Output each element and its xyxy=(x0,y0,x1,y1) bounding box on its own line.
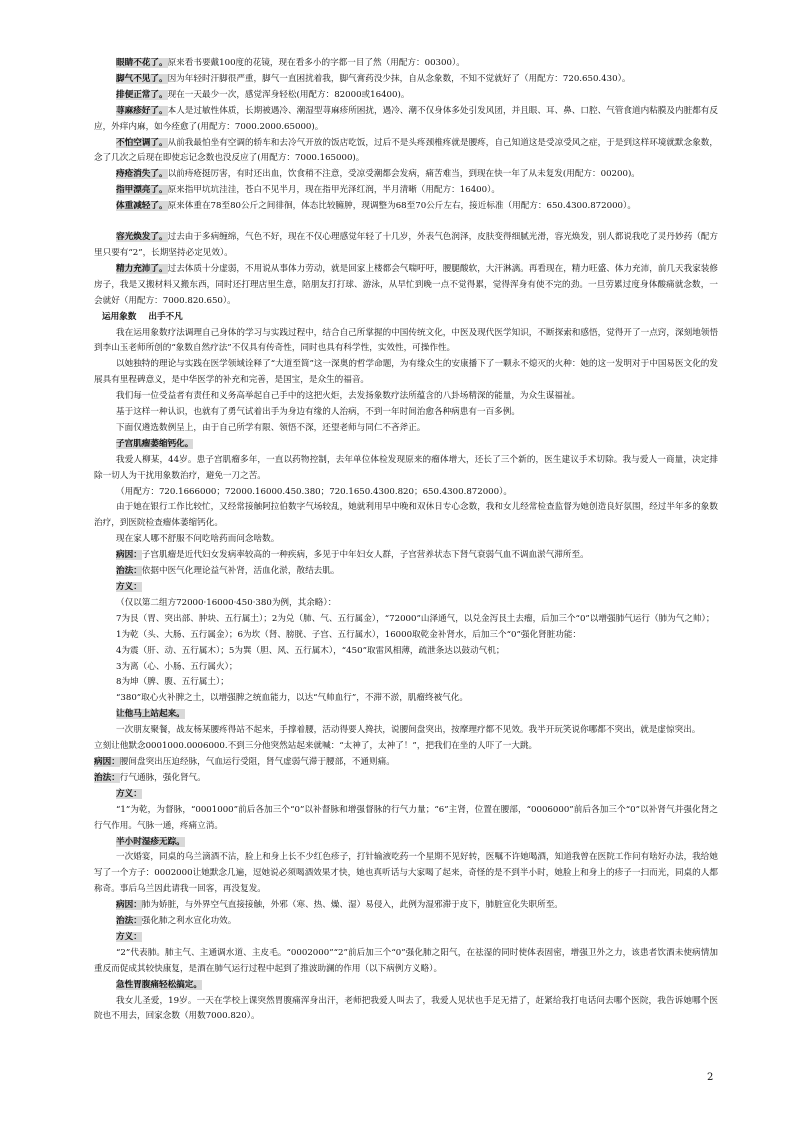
result-text: 原来看书要戴100度的花镜，现在看多小的字都一目了然（用配方：00300）。 xyxy=(167,58,465,68)
result-item xyxy=(94,183,718,199)
result-item xyxy=(94,72,718,88)
result-text: 从前我最怕坐有空调的轿车和去冷气开放的饭店吃饭，过后不是头疼颈椎疼就是腰疼，自己知道这是受凉受风之症，于是到这样环境就默念象数，念了几次之后现在即使忘记念数也没反应了(用配方：7000.165000)。 xyxy=(94,137,718,164)
case-disease xyxy=(94,548,718,564)
formula-label: 方义： xyxy=(116,931,142,942)
result-title: 精力充沛了。 xyxy=(116,263,168,274)
case-formula-heading xyxy=(94,580,718,596)
result-item xyxy=(94,136,718,168)
case-story: 一次朋友聚餐，战友杨某腰疼得站不起来，手撑着腰，活动得要人搀扶，说腰间盘突出，按摩理疗都不见效。我半开玩笑说你哪都不突出，就是虚惊突出。 xyxy=(116,725,701,736)
method-label: 治法： xyxy=(116,566,142,577)
intro-paragraph: 以她独特的理论与实践在医学领域诠释了“大道至简”这一深奥的哲学命题，为有缘众生的安康播下了一颗永不熄灭的火种：她的这一发明对于中国易医文化的发展具有里程碑意义，是中华医学的补充和完善，是国宝，是众生的福音。 xyxy=(94,359,718,386)
result-title: 不怕空调了。 xyxy=(116,137,168,148)
case-title: 半小时湿疹无踪。 xyxy=(116,836,185,847)
result-text: 过去体质十分虚弱，不用说从事体力劳动，就是回家上楼都会气喘吁吁，腰腿酸软，大汗淋漓。再看现在，精力旺盛、体力充沛，前几天我家装修房子，我是又搬材料又搬东西，同时还打理店里生意，陪朋友打打球、游泳，从早忙到晚一点不觉得累，觉得浑身有使不完的劲。一旦劳累过度身体酸痛就念数，一会就好（用配方：7000.820.650）。 xyxy=(94,263,718,306)
result-item xyxy=(94,167,718,183)
case-title: 子宫肌瘤萎缩钙化。 xyxy=(116,438,194,449)
case-method xyxy=(94,771,718,787)
method-text: 强化肺之利水宣化功效。 xyxy=(141,916,237,927)
intro-paragraph: 下面仅遴选数例呈上，由于自己所学有限、领悟不深，还望老师与同仁不吝斧正。 xyxy=(116,422,426,433)
intro-paragraph: 我在运用象数疗法调理自己身体的学习与实践过程中，结合自己所掌握的中国传统文化，中医及现代医学知识，不断探索和感悟，觉得开了一点窍，深刻地领悟到李山玉老师所创的“象数自然疗法”不仅具有传奇性，同时也具有科学性，实效性，可操作性。 xyxy=(94,327,718,354)
result-item xyxy=(94,262,718,310)
disease-label: 病因： xyxy=(116,900,142,911)
result-text: 现在一天最少一次，感觉浑身轻松(用配方：82000或16400)。 xyxy=(167,89,410,100)
case-formula-heading xyxy=(94,787,718,803)
formula-line: 8为坤（脾、腹、五行属土）； xyxy=(116,677,229,688)
section-title: 运用象数 出手不凡 xyxy=(102,311,183,322)
page-content xyxy=(94,56,718,1025)
formula-text: “1”为乾，为督脉，“0001000”前后各加三个“0”以补督脉和增强督脉的行气力量；“6”主肾，位置在腰部，“0006000”前后各加三个“0”以补肾气并强化肾之行气作用。气脉一通，疼痛立消。 xyxy=(94,804,718,831)
case-note: 现在家人哪不舒服不问吃啥药而问念啥数。 xyxy=(116,534,280,545)
method-text: 依据中医气化理论益气补肾，活血化淤，散结去肌。 xyxy=(141,566,340,577)
formula-line: 7为艮（胃、突出部、肿块、五行属土）；2为兑（肺、气、五行属金），“72000”山泽通气，以兑金泻艮土去瘤，后加三个“0”以增强肺气运行（肺为气之帅）； xyxy=(116,613,715,624)
intro-paragraph: 基于这样一种认识，也就有了勇气试着出手为身边有缘的人治病，不到一年时间治愈各种病患有一百多例。 xyxy=(116,407,520,418)
result-title: 容光焕发了。 xyxy=(116,232,168,243)
result-title: 排便正常了。 xyxy=(116,89,168,100)
case-story: 我女儿圣爱，19岁。一天在学校上课突然胃腹痛浑身出汗，老师把我爱人叫去了，我爱人见状也手足无措了，赶紧给我打电话问去哪个医院，我告诉她哪个医院也不用去，回家念数（用数7000.820）。 xyxy=(94,995,718,1022)
case-heading xyxy=(94,835,718,851)
case-formula-heading xyxy=(94,930,718,946)
formula-label: 方义： xyxy=(116,788,142,799)
result-title: 痔疮消失了。 xyxy=(116,169,168,180)
formula-line: “380”取心火补脾之土，以增强脾之统血能力，以达“气帅血行”，不滞不淤，肌瘤终被气化。 xyxy=(116,693,468,704)
formula-text: “2”代表肺。肺主气、主通调水道、主皮毛。“0002000”“2”前后加三个“0”强化肺之阳气，在祛湿的同时使体表固密，增强卫外之力，该患者饮酒未使病情加重反而促成其较快康复，是酒在肺气运行过程中起到了推波助澜的作用（以下病例方义略）。 xyxy=(94,947,718,974)
disease-text: 子宫肌瘤是近代妇女发病率较高的一种疾病，多见于中年妇女人群，子宫营养状态下肾气衰弱气血不调血淤气滞所至。 xyxy=(141,550,589,561)
formula-line: 3为离（心、小肠、五行属火）； xyxy=(116,661,238,672)
formula-line: （仅以第二组方72000·16000·450·380为例，其余略）： xyxy=(116,597,337,608)
result-title: 眼睛不花了。 xyxy=(116,58,168,68)
result-item xyxy=(94,230,718,262)
result-text: 过去由于多病缠绵，气色不好，现在不仅心理感觉年轻了十几岁，外表气色润泽，皮肤变得细腻光滑，容光焕发，别人都说我吃了灵丹妙药（配方里只要有“2”，长期坚持必定见效）。 xyxy=(94,232,718,258)
result-title: 荨麻疹好了。 xyxy=(116,105,168,116)
spacer xyxy=(94,215,718,230)
case-story: 一次婚宴，同桌的乌兰滴酒不沾，脸上和身上长不少红色疹子，打针输液吃药一个星期不见好转，医嘱不许她喝酒，知道我曾在医院工作问有啥好办法，我给她写了一个方子：0002000让她默念几遍，逗她说必须喝酒效果才快，她也真听话与大家喝了起来，奇怪的是不到半小时，她脸上和身上的疹子一扫而光，同桌的人都称奇。事后乌兰因此请我一回客，再没复发。 xyxy=(94,852,718,895)
result-text: 本人是过敏性体质，长期被遇冷、潮湿型荨麻疹所困扰，遇冷、潮不仅身体多处引发风团，并且眼、耳、鼻、口腔、气管食道内粘膜及内脏都有反应，外痒内麻，如今痊愈了(用配方：7000.2000.65000)。 xyxy=(94,105,718,132)
case-formula: （用配方：720.1666000；72000.16000.450.380；720.1650.4300.820；650.4300.872000）。 xyxy=(116,486,513,497)
case-method xyxy=(94,914,718,930)
method-label: 治法： xyxy=(94,772,120,783)
result-title: 指甲漂亮了。 xyxy=(116,185,168,196)
method-label: 治法： xyxy=(116,916,142,927)
case-method xyxy=(94,564,718,580)
case-result: 由于她在银行工作比较忙，又经常接触阿拉伯数字气场较乱，她就利用早中晚和双休日专心念数，我和女儿经常检查监督为她创造良好氛围，经过半年多的象数治疗，到医院检查瘤体萎缩钙化。 xyxy=(94,502,718,529)
disease-label: 病因： xyxy=(116,550,142,561)
page-number: 2 xyxy=(707,1072,714,1083)
intro-paragraph: 我们每一位受益者有责任和义务高举起自己手中的这把火炬，去发扬象数疗法所蕴含的八卦场精深的能量，为众生谋福祉。 xyxy=(116,391,581,402)
case-disease xyxy=(94,755,718,771)
case-story: 我爱人柳某，44岁。患子宫肌瘤多年，一直以药物控制，去年单位体检发现原来的瘤体增大，还长了三个新的，医生建议手术切除。我与爱人一商量，决定排除一切人为干扰用象数治疗，避免一刀之苦。 xyxy=(94,454,718,481)
result-item xyxy=(94,56,718,72)
formula-label: 方义： xyxy=(116,582,142,592)
result-text: 因为年轻时汗脚很严重，脚气一直困扰着我，脚气膏药没少抹，自从念象数，不知不觉就好了（用配方：720.650.430）。 xyxy=(167,73,631,84)
result-item xyxy=(94,88,718,104)
result-title: 脚气不见了。 xyxy=(116,73,168,84)
formula-line: 4为震（肝、动、五行属木）；5为巽（胆、风、五行属木），“450”取雷风相薄，疏泄条达以鼓动气机； xyxy=(116,645,505,656)
result-text: 原来体重在78至80公斤之间徘徊，体态比较臃肿，现调整为68至70公斤左右，接近标准（用配方：650.4300.872000）。 xyxy=(167,201,636,212)
formula-line: 1为乾（头、大肠、五行属金）；6为坎（肾、膀胱、子宫、五行属水），16000取乾金补肾水，后加三个“0”强化肾脏功能： xyxy=(116,629,582,640)
case-heading xyxy=(94,978,718,994)
case-quote: 立刻让他默念0001000.0006000.不到三分他突然站起来就喊：“太神了，太神了！”，把我们在坐的人吓了一大跳。 xyxy=(94,741,538,752)
case-title: 急性胃腹痛轻松搞定。 xyxy=(116,979,202,990)
case-disease xyxy=(94,898,718,914)
result-text: 以前痔疮挺厉害，有时还出血，饮食稍不注意，受凉受潮都会发病，痛苦难当，到现在快一年了从未复发(用配方：00200)。 xyxy=(167,169,640,180)
disease-text: 肺为娇脏，与外界空气直接接触，外邪（寒、热、燥、湿）易侵入，此例为湿邪滞于皮下，肺脏宣化失职所至。 xyxy=(141,900,563,911)
disease-label: 病因： xyxy=(94,756,120,767)
result-item xyxy=(94,199,718,215)
result-item xyxy=(94,104,718,136)
disease-text: 腰间盘突出压迫经脉，气血运行受阻，肾气虚弱气滞于腰部，不通则痛。 xyxy=(119,756,395,767)
case-heading xyxy=(94,437,718,453)
method-text: 行气通脉，强化肾气。 xyxy=(119,772,206,783)
result-title: 体重减轻了。 xyxy=(116,201,168,212)
case-heading xyxy=(94,707,718,723)
case-title: 让他马上站起来。 xyxy=(116,709,185,720)
result-text: 原来指甲坑坑洼洼，苍白不见半月，现在指甲光泽红润，半月清晰（用配方：16400）。 xyxy=(167,185,500,196)
